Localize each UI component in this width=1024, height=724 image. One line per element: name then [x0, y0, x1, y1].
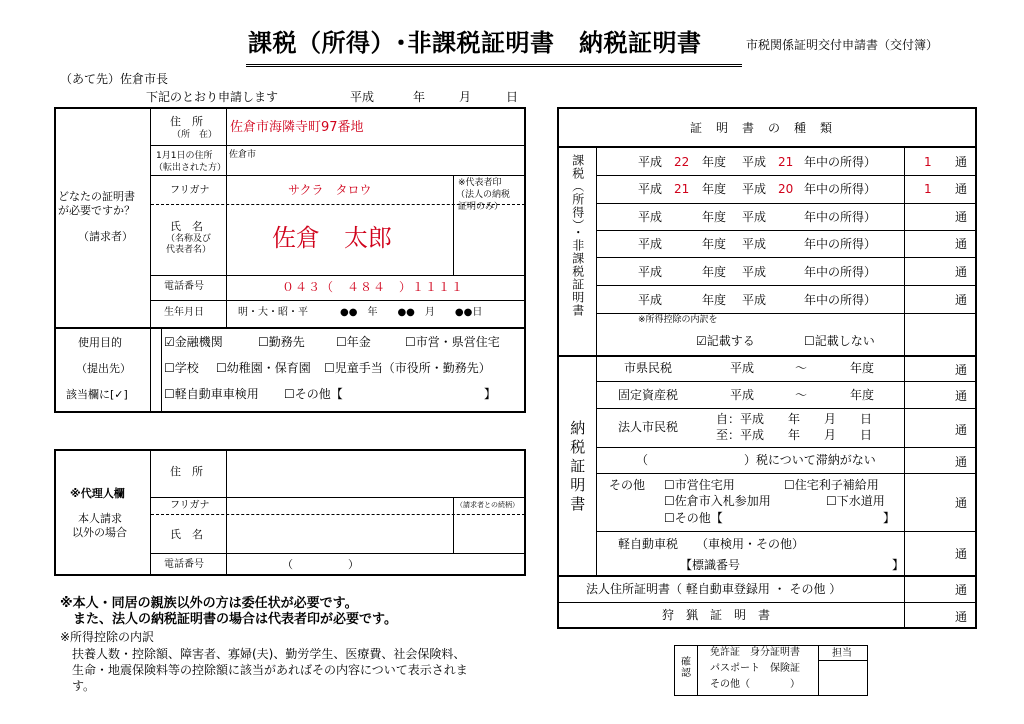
- kotei-era: 平成: [730, 388, 755, 402]
- tax-row-income-label: 年中の所得）: [804, 265, 877, 279]
- purpose-work-checkbox[interactable]: ☐勤務先: [258, 335, 305, 349]
- corporate-address-unit: 通: [955, 583, 968, 597]
- tax-row-unit: 通: [955, 210, 968, 224]
- note-power-of-attorney: ※本人・同居の親族以外の方は委任状が必要です。: [60, 596, 358, 611]
- agent-furigana-label: フリガナ: [170, 500, 210, 511]
- other-sewer-checkbox[interactable]: ☐下水道用: [826, 494, 885, 508]
- request-month-label: 月: [459, 90, 472, 104]
- phone-label: 電話番号: [164, 281, 204, 292]
- note-deduction-2: 生命・地震保険料等の控除額に該当があればその内容について表示されま: [72, 663, 468, 677]
- other-municipal-housing-checkbox[interactable]: ☐市営住宅用: [664, 478, 735, 492]
- hunting-cert: 狩 猟 証 明 書: [662, 608, 771, 622]
- tax-row-income-year[interactable]: 21: [778, 155, 794, 169]
- other-unit: 通: [955, 496, 968, 510]
- purpose-housing-checkbox[interactable]: ☐市営・県営住宅: [405, 335, 500, 349]
- hunting-unit: 通: [955, 610, 968, 624]
- tax-row-nendo: 年度: [702, 155, 727, 169]
- agent-note-1: 本人請求: [78, 512, 122, 525]
- tax-row-era-2: 平成: [742, 293, 767, 307]
- tax-certificate-section-label: 課税（所得）・非課税証明書: [570, 154, 585, 317]
- confirm-id-line-3: その他（ ）: [710, 679, 800, 690]
- confirm-id-line-2: パスポート 保険証: [710, 663, 800, 674]
- hojin-label: 法人市民税: [618, 420, 679, 434]
- kotei-nendo: 年度: [850, 388, 875, 402]
- tax-row-nendo: 年度: [702, 293, 727, 307]
- tax-row-era-1: 平成: [638, 293, 663, 307]
- agent-relation-note: （請求者との続柄）: [456, 501, 519, 509]
- birth-era[interactable]: 明・大・昭・平: [238, 307, 308, 318]
- tax-row-count[interactable]: 1: [924, 182, 932, 196]
- corporate-address-cert: 法人住所証明書（ 軽自動車登録用 ・ その他 ）: [586, 582, 842, 596]
- purpose-other-close: 】: [484, 387, 497, 401]
- tax-row-nendo: 年度: [702, 182, 727, 196]
- agent-name-label: 氏 名: [170, 528, 203, 541]
- page-subtitle: 市税関係証明交付申請書（交付簿）: [746, 38, 939, 52]
- birth-value[interactable]: ●● 年 ●● 月 ●●日: [340, 307, 483, 318]
- requester-label: （請求者）: [78, 230, 133, 243]
- tax-row-nendo: 年度: [702, 265, 727, 279]
- tax-row-era-1: 平成: [638, 155, 663, 169]
- addressee: （あて先）佐倉市長: [60, 72, 169, 86]
- purpose-pension-checkbox[interactable]: ☐年金: [336, 335, 371, 349]
- tax-row-income-label: 年中の所得）: [804, 182, 877, 196]
- other-misc-checkbox[interactable]: ☐その他【: [664, 511, 723, 525]
- seal-note-2: （法人の納税: [456, 190, 511, 200]
- kotei-label: 固定資産税: [618, 388, 679, 402]
- tax-row-era-1: 平成: [638, 182, 663, 196]
- kei-vehicle-unit: 通: [955, 547, 968, 561]
- check-instruction: 該当欄に[✓]: [66, 388, 128, 401]
- shikenmin-era: 平成: [730, 361, 755, 375]
- purpose-label: 使用目的: [78, 336, 122, 349]
- purpose-school-checkbox[interactable]: ☐学校: [164, 361, 199, 375]
- purpose-other-checkbox[interactable]: ☐その他【: [284, 387, 343, 401]
- tax-row-unit: 通: [955, 182, 968, 196]
- kei-vehicle-label: 軽自動車税 （車検用・その他）: [618, 537, 805, 551]
- tax-row-unit: 通: [955, 265, 968, 279]
- shikenmin-tilde: ～: [795, 361, 808, 375]
- tax-row-era-1: 平成: [638, 265, 663, 279]
- tax-row-era-2: 平成: [742, 265, 767, 279]
- kotei-tilde: ～: [795, 388, 808, 402]
- no-delinquency-label: （ ）税について滞納がない: [636, 453, 876, 467]
- request-year-label: 年: [413, 90, 426, 104]
- purpose-bank-checkbox[interactable]: ☑金融機関: [164, 335, 223, 349]
- hojin-from: 自：平成 年 月 日: [716, 412, 873, 426]
- tax-row-income-label: 年中の所得）: [804, 293, 877, 307]
- tax-row-era-2: 平成: [742, 182, 767, 196]
- agent-address-label: 住 所: [170, 465, 203, 478]
- who-label-1: どなたの証明書: [58, 190, 135, 203]
- address-label: 住 所: [170, 115, 203, 128]
- kotei-unit: 通: [955, 389, 968, 403]
- tax-row-fiscal-year[interactable]: 21: [674, 182, 690, 196]
- name-label: 氏 名: [170, 220, 203, 233]
- purpose-child-allowance-checkbox[interactable]: ☐児童手当（市役所・勤務先）: [324, 361, 491, 375]
- tax-row-era-2: 平成: [742, 210, 767, 224]
- tax-row-unit: 通: [955, 155, 968, 169]
- agent-phone-value[interactable]: （ ）: [282, 558, 359, 571]
- deduction-include-checkbox[interactable]: ☑記載する: [696, 334, 755, 348]
- furigana-label: フリガナ: [170, 185, 210, 196]
- jan1-label-2: （転出された方）: [154, 163, 227, 173]
- note-corporate-seal: また、法人の納税証明書の場合は代表者印が必要です。: [60, 612, 397, 627]
- deduction-note: ※所得控除の内訳を: [638, 315, 718, 325]
- request-era: 平成: [350, 90, 375, 104]
- note-deduction-title: ※所得控除の内訳: [60, 630, 155, 644]
- submit-label: （提出先）: [76, 362, 131, 375]
- staff-label: 担当: [832, 648, 852, 659]
- name-sub-2: 代表者名）: [166, 245, 212, 255]
- furigana-value[interactable]: サクラ タロウ: [288, 183, 372, 197]
- hojin-unit: 通: [955, 423, 968, 437]
- plate-number-close: 】: [892, 558, 905, 572]
- other-misc-close: 】: [883, 511, 896, 525]
- no-delinquency-unit: 通: [955, 455, 968, 469]
- tax-row-era-2: 平成: [742, 237, 767, 251]
- tax-row-unit: 通: [955, 237, 968, 251]
- address-value[interactable]: 佐倉市海隣寺町97番地: [230, 120, 364, 135]
- name-sub-1: （名称及び: [166, 234, 212, 244]
- confirm-id-line-1: 免許証 身分証明書: [710, 647, 800, 658]
- seal-note-3: 証明のみ）: [458, 202, 504, 212]
- tax-row-era-1: 平成: [638, 210, 663, 224]
- tax-row-unit: 通: [955, 293, 968, 307]
- tax-row-count[interactable]: 1: [924, 155, 932, 169]
- jan1-label-1: 1月1日の住所: [156, 151, 213, 161]
- other-bidding-checkbox[interactable]: ☐佐倉市入札参加用: [664, 494, 771, 508]
- other-label: その他: [609, 478, 646, 492]
- tax-row-era-2: 平成: [742, 155, 767, 169]
- purpose-nursery-checkbox[interactable]: ☐幼稚園・保育園: [216, 361, 311, 375]
- agent-section: [54, 449, 526, 576]
- tax-row-era-1: 平成: [638, 237, 663, 251]
- agent-note-2: 以外の場合: [72, 526, 127, 539]
- tax-row-nendo: 年度: [702, 210, 727, 224]
- phone-value[interactable]: ０４３（ ４８４ ）１１１１: [282, 280, 465, 294]
- deduction-exclude-checkbox[interactable]: ☐記載しない: [804, 334, 875, 348]
- tax-row-income-year[interactable]: 20: [778, 182, 794, 196]
- shikenmin-nendo: 年度: [850, 361, 875, 375]
- hojin-to: 至：平成 年 月 日: [716, 428, 873, 442]
- birth-label: 生年月日: [164, 307, 204, 318]
- certificate-type-header: 証 明 書 の 種 類: [690, 121, 834, 135]
- page-title: 課税（所得）･非課税証明書 納税証明書: [248, 29, 702, 57]
- note-deduction-3: す。: [72, 679, 96, 693]
- agent-title: ※代理人欄: [70, 487, 125, 500]
- tax-row-income-label: 年中の所得）: [804, 155, 877, 169]
- note-deduction-1: 扶養人数・控除額、障害者、寡婦(夫)、勤労学生、医療費、社会保険料、: [72, 647, 466, 661]
- tax-row-fiscal-year[interactable]: 22: [674, 155, 690, 169]
- address-sub-label: （所 在）: [172, 130, 218, 140]
- name-value[interactable]: 佐倉 太郎: [272, 224, 392, 252]
- seal-note-1: ※代表者印: [458, 178, 502, 188]
- plate-number-label: 【標識番号: [680, 558, 741, 572]
- tax-row-nendo: 年度: [702, 237, 727, 251]
- tax-payment-section-label: 納税証明書: [568, 420, 587, 515]
- who-label-2: が必要ですか？: [58, 204, 135, 217]
- purpose-kei-inspection-checkbox[interactable]: ☐軽自動車車検用: [164, 387, 259, 401]
- tax-row-income-label: 年中の所得）: [804, 237, 877, 251]
- request-line: 下記のとおり申請します: [146, 90, 279, 104]
- confirmation-label: 確認: [678, 656, 690, 678]
- shikenmin-unit: 通: [955, 363, 968, 377]
- agent-phone-label: 電話番号: [164, 559, 204, 570]
- tax-row-income-label: 年中の所得）: [804, 210, 877, 224]
- request-day-label: 日: [506, 90, 519, 104]
- other-interest-subsidy-checkbox[interactable]: ☐住宅利子補給用: [784, 478, 879, 492]
- shikenmin-label: 市県民税: [624, 361, 673, 375]
- jan1-value[interactable]: 佐倉市: [229, 150, 257, 160]
